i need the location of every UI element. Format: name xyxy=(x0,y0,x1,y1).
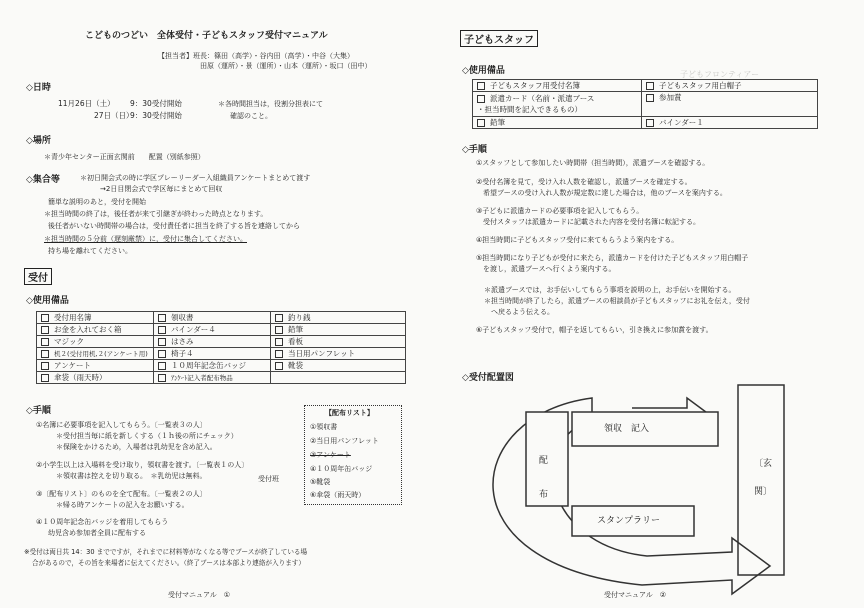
faint-bleed-text: 子どもフロンティアー xyxy=(680,70,760,79)
equip-heading: ◇使用備品 xyxy=(26,296,69,306)
table-row xyxy=(37,360,406,372)
place-text: ＊青少年センター正面玄関前 配置（別紙参照） xyxy=(44,153,205,161)
date-day-1: 11月26日（土） xyxy=(58,99,115,108)
proc-heading: ◇手順 xyxy=(462,145,487,155)
proc-line: ①スタッフとして参加したい時間帯（担当時間），派遣ブースを確認する。 xyxy=(476,159,710,167)
equip-item: 机２(受付用机,２(アンケート用) xyxy=(54,350,148,358)
checkbox-icon xyxy=(158,350,166,358)
proc-line: ③子どもに派遣カードの必要事項を記入してもらう。 xyxy=(476,207,644,215)
equip-item: 当日用パンフレット xyxy=(288,349,356,358)
dist-title: 【配布リスト】 xyxy=(325,409,374,417)
checkbox-icon xyxy=(158,338,166,346)
proc-line: ⑤担当時間になり子どもが受付に来たら，派遣カードを付けた子どもスタッフ用白帽子 xyxy=(476,254,749,262)
staff-line-1: 【担当者】班長：篠田（高学）・谷内田（高学）・中谷（大集） xyxy=(158,52,354,60)
proc-line: 受付スタッフは派遣カードに記載された内容を受付名簿に転記する。 xyxy=(476,218,700,226)
page-footer: 受付マニュアル ② xyxy=(604,591,666,599)
entrance-label: 〔玄 関〕 xyxy=(754,459,773,497)
dist-item: ④１０周年缶バッジ xyxy=(310,465,373,473)
equip-heading: ◇使用備品 xyxy=(462,66,505,76)
proc-line: へ戻るよう伝える。 xyxy=(484,308,554,316)
dist-item: ③アンケート xyxy=(310,451,351,459)
equip-item: お金を入れておく箱 xyxy=(54,325,122,334)
proc-line: ⑥子どもスタッフ受付で，帽子を返してもらい，引き換えに参加賞を渡す。 xyxy=(476,326,713,334)
equip-item: 傘袋（雨天時） xyxy=(54,373,107,382)
proc-line: 幼児含め参加者全員に配布する xyxy=(48,529,146,537)
gather-line: 持ち場を離れてください。 xyxy=(48,247,132,255)
checkbox-icon xyxy=(275,362,283,370)
equip-item: ｱﾝｹｰﾄ記入者配布物品 xyxy=(171,374,233,382)
checkbox-icon xyxy=(158,314,166,322)
equip-item: 受付用名簿 xyxy=(54,313,92,322)
equip-item: 派遣カード（名前・派遣ブース ・担当時間を記入できるもの） xyxy=(477,94,595,114)
equip-item: 椅子４ xyxy=(171,349,194,358)
dist-item: ⑤靴袋 xyxy=(310,478,331,486)
equip-item: 看板 xyxy=(288,337,303,346)
page-footer: 受付マニュアル ① xyxy=(168,591,230,599)
equip-item: 子どもスタッフ用白帽子 xyxy=(659,81,742,90)
date-heading: ◇日時 xyxy=(26,83,51,93)
checkbox-icon xyxy=(275,350,283,358)
equip-item: バインダー４ xyxy=(171,325,216,334)
checkbox-icon xyxy=(275,338,283,346)
proc-line: ④１０周年記念缶バッジを着用してもらう xyxy=(36,518,169,526)
checkbox-icon xyxy=(158,374,166,382)
date-note-2: 確認のこと。 xyxy=(230,112,272,120)
page-title: 子どもスタッフ xyxy=(460,30,538,47)
equip-item: 鉛筆 xyxy=(490,118,505,127)
gather-heading: ◇集合等 xyxy=(26,175,60,185)
checkbox-icon xyxy=(158,326,166,334)
side-note: 受付班 xyxy=(258,475,279,483)
date-time-2: 9：30受付開始 xyxy=(130,111,182,120)
place-heading: ◇場所 xyxy=(26,136,51,146)
checkbox-icon xyxy=(275,326,283,334)
checkbox-icon xyxy=(41,374,49,382)
checkbox-icon xyxy=(275,314,283,322)
proc-line: ＊保険をかけるため，入場者は乳幼児を含め記入。 xyxy=(56,443,217,451)
proc-line: ②受付名簿を見て，受け入れ人数を確認し，派遣ブースを確定する。 xyxy=(476,178,692,186)
equipment-table xyxy=(36,311,406,384)
equip-item: マジック xyxy=(54,337,84,346)
equip-item: アンケート xyxy=(54,361,92,370)
gather-line: ＊担当時間の５分前（遅刻厳禁）に，受付に集合してください。 xyxy=(44,235,247,243)
table-row xyxy=(37,312,406,324)
proc-line: ①名簿に必要事項を記入してもらう。〔一覧表３の人〕 xyxy=(36,421,207,429)
dist-item: ②当日用パンフレット xyxy=(310,437,379,445)
checkbox-icon xyxy=(158,362,166,370)
equip-item: 参加賞 xyxy=(659,93,682,102)
proc-line: ＊受付担当毎に紙を新しくする（１ｈ後の所にチェック） xyxy=(56,432,238,440)
gather-line: 簡単な説明のあと，受付を開始 xyxy=(48,198,146,206)
dist-item: ⑥傘袋（雨天時） xyxy=(310,491,366,499)
table-row xyxy=(37,336,406,348)
equip-item: バインダー１ xyxy=(659,118,704,127)
gather-line: →2日目閉会式で学区毎にまとめて回収 xyxy=(100,185,223,193)
equip-item: 領収書 xyxy=(171,313,194,322)
proc-line: 希望ブースの受け入れ人数が規定数に達した場合は，他のブースを案内する。 xyxy=(476,189,727,197)
receipt-label: 領収 記入 xyxy=(604,424,650,434)
staff-line-2: 田原（運所）・景（運所）・山本（運所）・坂口（田中） xyxy=(200,62,372,70)
date-time-1: 9：30受付開始 xyxy=(130,99,182,108)
table-row xyxy=(37,348,406,360)
proc-line: ＊領収書は控えを切り取る。 ＊乳幼児は無料。 xyxy=(56,472,207,480)
equip-item: 靴袋 xyxy=(288,361,303,370)
proc-line: ④担当時間に子どもスタッフ受付に来てもらうよう案内をする。 xyxy=(476,236,679,244)
equip-item: 鉛筆 xyxy=(288,325,303,334)
page-title: こどものつどい 全体受付・子どもスタッフ受付マニュアル xyxy=(85,31,328,41)
checkbox-icon xyxy=(41,314,49,322)
distribute-label: 配 布 xyxy=(539,456,549,500)
layout-heading: ◇受付配置図 xyxy=(462,373,514,383)
bottom-note: 合があるので，その旨を来場者に伝えてください。（終了ブースは本部より連絡が入ります） xyxy=(32,559,305,567)
proc-line: ＊帰る時アンケートの記入をお願いする。 xyxy=(56,501,189,509)
date-day-2: 27日（日） xyxy=(94,111,134,120)
bottom-note: ※受付は両日共 14：30 までですが，それまでに材料等がなくなる等でブースが終了している場 xyxy=(24,548,308,556)
stamp-rally-label: スタンプラリー xyxy=(597,516,661,526)
checkbox-icon xyxy=(41,338,49,346)
proc-line: ③〔配布リスト〕のものを全て配布。〔一覧表２の人〕 xyxy=(36,490,207,498)
proc-heading: ◇手順 xyxy=(26,406,51,416)
proc-line: ＊派遣ブースでは，お手伝いしてもらう事項を説明の上，お手伝いを開始する。 xyxy=(484,286,736,294)
right-page xyxy=(432,0,864,608)
reception-title: 受付 xyxy=(24,268,52,285)
checkbox-icon xyxy=(41,362,49,370)
equip-item: 釣り銭 xyxy=(288,313,311,322)
dist-item: ①領収書 xyxy=(310,423,338,431)
gather-line: 後任者がいない時間帯の場合は，受付責任者に担当を終了する旨を連絡してから xyxy=(48,222,300,230)
gather-line: ＊担当時間の終了は，後任者が来て引継ぎが終わった時点となります。 xyxy=(44,210,268,218)
checkbox-icon xyxy=(41,350,49,358)
table-row xyxy=(37,372,406,384)
table-row xyxy=(37,324,406,336)
checkbox-icon xyxy=(41,326,49,334)
equip-item: 子どもスタッフ用受付名簿 xyxy=(490,81,580,90)
proc-line: ＊担当時間が終了したら，派遣ブースの相談員が子どもスタッフにお礼を伝え，受付 xyxy=(484,297,750,305)
proc-line: ②小学生以上は入場料を受け取り，領収書を渡す。〔一覧表１の人〕 xyxy=(36,461,249,469)
proc-line: を渡し，派遣ブースへ行くよう案内する。 xyxy=(476,265,616,273)
date-note-1: ＊各時間担当は，役割分担表にて xyxy=(218,100,323,108)
gather-line: ＊初日開会式の時に学区プレーリーダー入組織員アンケートまとめて渡す xyxy=(80,174,311,182)
equip-item: １０周年記念缶バッジ xyxy=(171,361,246,370)
equip-item: はさみ xyxy=(171,337,194,346)
